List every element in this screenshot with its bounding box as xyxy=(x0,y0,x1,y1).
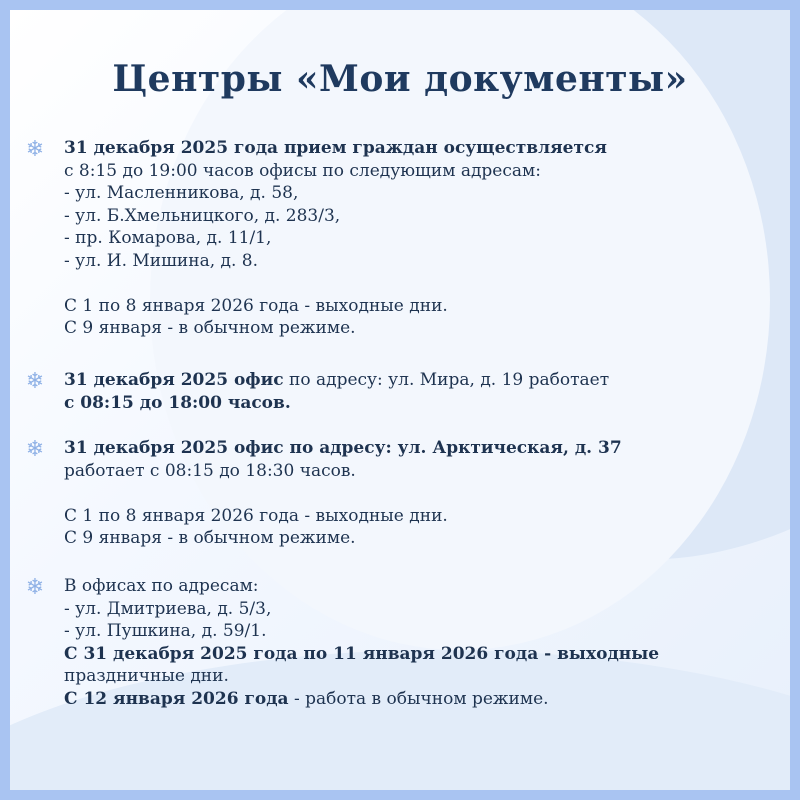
holiday-line-continued: праздничные дни. xyxy=(64,666,229,686)
holiday-line: С 1 по 8 января 2026 года - выходные дни. xyxy=(64,295,448,316)
address-item: - ул. Дмитриева, д. 5/3, xyxy=(64,598,272,619)
address-item: - ул. И. Мишина, д. 8. xyxy=(64,250,259,271)
announcement-block-2 xyxy=(64,369,609,414)
snowflake-icon: ❄ xyxy=(25,369,45,394)
block2-address-text: по адресу: ул. Мира, д. 19 работает xyxy=(283,370,610,390)
card-frame xyxy=(10,10,790,790)
normal-schedule-line: С 9 января - в обычном режиме. xyxy=(64,528,356,548)
block2-bold-date: 31 декабря 2025 офис xyxy=(64,370,284,390)
block3-line1: 31 декабря 2025 офис по адресу: ул. Арктическая, д. 37 xyxy=(64,438,622,458)
block2-line1 xyxy=(64,369,609,392)
address-item: - ул. Масленникова, д. 58, xyxy=(64,183,299,203)
normal-schedule-line: С 9 января - в обычном режиме. xyxy=(64,318,356,338)
normal-schedule-text: - работа в обычном режиме. xyxy=(288,688,549,709)
snowflake-icon: ❄ xyxy=(25,437,45,462)
announcement-block-3 xyxy=(64,437,622,550)
address-item: - пр. Комарова, д. 11/1, xyxy=(64,228,272,248)
block3-line2: работает с 08:15 до 18:30 часов. xyxy=(64,460,356,481)
normal-schedule-line xyxy=(64,688,659,711)
snowflake-icon: ❄ xyxy=(25,575,45,600)
address-item: - ул. Пушкина, д. 59/1. xyxy=(64,621,267,641)
announcement-content xyxy=(10,10,790,790)
address-item: - ул. Б.Хмельницкого, д. 283/3, xyxy=(64,205,341,226)
page-title: Центры «Мои документы» xyxy=(112,58,688,100)
block4-intro: В офисах по адресам: xyxy=(64,576,259,596)
snowflake-icon: ❄ xyxy=(25,137,45,162)
announcement-block-1 xyxy=(64,137,607,340)
normal-schedule-date: С 12 января 2026 года xyxy=(64,688,289,709)
block2-line2: с 08:15 до 18:00 часов. xyxy=(64,392,291,413)
holiday-line: С 31 декабря 2025 года по 11 января 2026 года - выходные xyxy=(64,643,660,664)
block1-line2: с 8:15 до 19:00 часов офисы по следующим адресам: xyxy=(64,160,541,181)
announcement-block-4 xyxy=(64,575,659,710)
holiday-line: С 1 по 8 января 2026 года - выходные дни. xyxy=(64,505,448,526)
block1-line1: 31 декабря 2025 года прием граждан осуществляется xyxy=(64,138,607,158)
